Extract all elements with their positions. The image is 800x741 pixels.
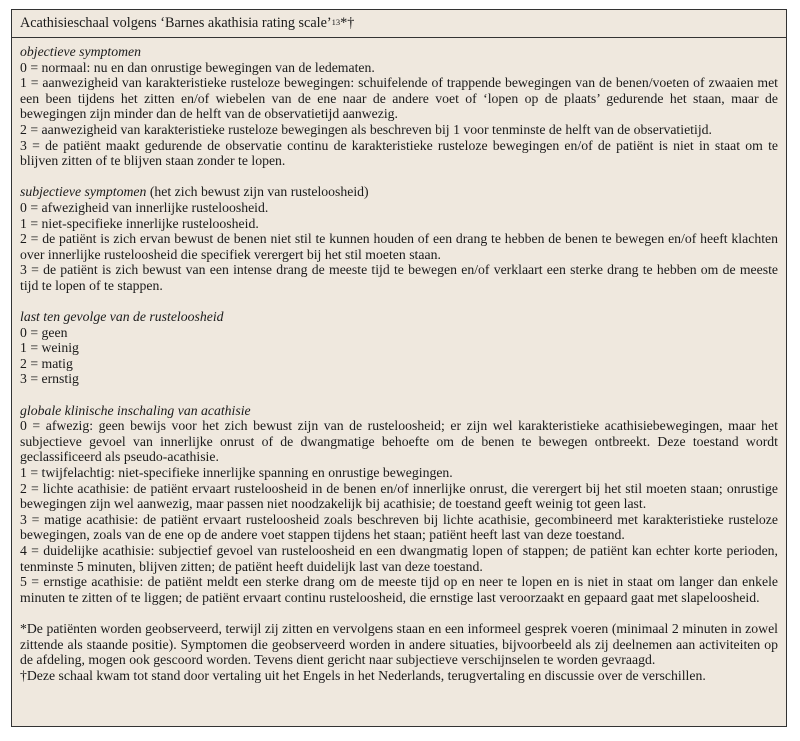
scale-item: 2 = lichte acathisie: de patiënt ervaart rusteloosheid in de benen en/of innerlijke onrust, die verergert bij het stil moeten staan; onrustige bewegingen zijn wel aanwezig, maar passen niet noodzakelijk bij acathisie; de toestand geeft weinig tot geen last. xyxy=(20,480,778,512)
section-global-clinical-rating xyxy=(20,403,778,606)
title-text: Acathisieschaal volgens ‘Barnes akathisia rating scale’ xyxy=(20,15,332,31)
table-title xyxy=(12,10,786,38)
scale-item: 2 = matig xyxy=(20,355,73,371)
scale-item: 1 = weinig xyxy=(20,340,79,356)
scale-item: 0 = normaal: nu en dan onrustige bewegingen van de ledematen. xyxy=(20,59,375,75)
section-heading: globale klinische inschaling van acathisie xyxy=(20,402,251,418)
scale-item: 1 = niet-specifieke innerlijke rusteloosheid. xyxy=(20,215,259,231)
title-marks: *† xyxy=(340,15,355,31)
footnote-translation: †Deze schaal kwam tot stand door vertaling uit het Engels in het Nederlands, terugvertaling en discussie over de verschillen. xyxy=(20,667,706,683)
section-objective-symptoms xyxy=(20,44,778,169)
scale-item: 3 = matige acathisie: de patiënt ervaart rusteloosheid zoals beschreven bij lichte acathisie, gecombineerd met karakteristieke rusteloze bewegingen, zoals van de ene op de andere voet stappen tijdens het staan; patiënt heeft last van deze toestand. xyxy=(20,511,778,543)
section-distress xyxy=(20,309,778,387)
scale-item: 3 = de patiënt is zich bewust van een intense drang de meeste tijd te bewegen en/of verklaart een sterke drang te hebben om de meeste tijd te lopen of te stappen. xyxy=(20,262,778,293)
scale-item: 0 = afwezigheid van innerlijke rusteloosheid. xyxy=(20,199,269,215)
table-content xyxy=(12,38,786,683)
scale-table xyxy=(11,9,787,727)
scale-item: 2 = aanwezigheid van karakteristieke rusteloze bewegingen als beschreven bij 1 voor tenminste de helft van de observatietijd. xyxy=(20,121,712,137)
scale-item: 5 = ernstige acathisie: de patiënt meldt een sterke drang om de meeste tijd op en neer te lopen en is niet in staat om langer dan enkele minuten te zitten of te liggen; de patiënt ervaart continu rusteloosheid, die ernstige last veroorzaakt en gepaard gaat met slapeloosheid. xyxy=(20,574,778,605)
section-subjective-symptoms xyxy=(20,184,778,293)
scale-item: 0 = afwezig: geen bewijs voor het zich bewust zijn van de rusteloosheid; er zijn wel karakteristieke acathisiebewegingen, maar het subjectieve gevoel van innerlijke onrust of de dwangmatige behoefte om de benen te bewegen ontbreekt. Deze toestand wordt geclassificeerd als pseudo-acathisie. xyxy=(20,418,778,465)
scale-item: 3 = ernstig xyxy=(20,371,79,387)
title-reference: 13 xyxy=(331,17,341,27)
scale-item: 4 = duidelijke acathisie: subjectief gevoel van rusteloosheid en een dwangmatig lopen of stappen; de patiënt kan echter korte perioden, tenminste 5 minuten, blijven zitten; de patiënt heeft duidelijk last van deze toestand. xyxy=(20,543,778,574)
scale-item: 3 = de patiënt maakt gedurende de observatie continu de karakteristieke rusteloze bewegingen en/of de patiënt is niet in staat om te blijven zitten of te blijven staan zonder te lopen. xyxy=(20,137,778,169)
section-heading: subjectieve symptomen (het zich bewust zijn van rusteloosheid) xyxy=(20,184,369,200)
scale-item: 2 = de patiënt is zich ervan bewust de benen niet stil te kunnen houden of een drang te hebben de benen te bewegen en/of heeft klachten over innerlijke rusteloosheid die specifiek verergert bij het stil moeten staan. xyxy=(20,231,778,262)
scale-item: 0 = geen xyxy=(20,324,68,340)
footnotes xyxy=(20,621,778,683)
section-heading: objectieve symptomen xyxy=(20,44,142,59)
scale-item: 1 = aanwezigheid van karakteristieke rusteloze bewegingen: schuifelende of trappende bewegingen van de benen/voeten of zwaaien met een been tijdens het zitten en/of wiebelen van de ene naar de andere voet of ‘lopen op de plaats’ gedurende het staan, maar de bewegingen zijn minder dan de helft van de observatietijd aanwezig. xyxy=(20,75,778,122)
scale-item: 1 = twijfelachtig: niet-specifieke innerlijke spanning en onrustige bewegingen. xyxy=(20,465,453,481)
section-heading: last ten gevolge van de rusteloosheid xyxy=(20,309,224,325)
footnote-observation: *De patiënten worden geobserveerd, terwijl zij zitten en vervolgens staan en een informeel gesprek voeren (minimaal 2 minuten in zowel zittende als staande positie). Symptomen die geobserveerd worden in andere situaties, bijvoorbeeld als zij deelnemen aan activiteiten op de afdeling, mogen ook gescoord worden. Tevens dient gericht naar subjectieve verschijnselen te worden gevraagd. xyxy=(20,620,778,668)
